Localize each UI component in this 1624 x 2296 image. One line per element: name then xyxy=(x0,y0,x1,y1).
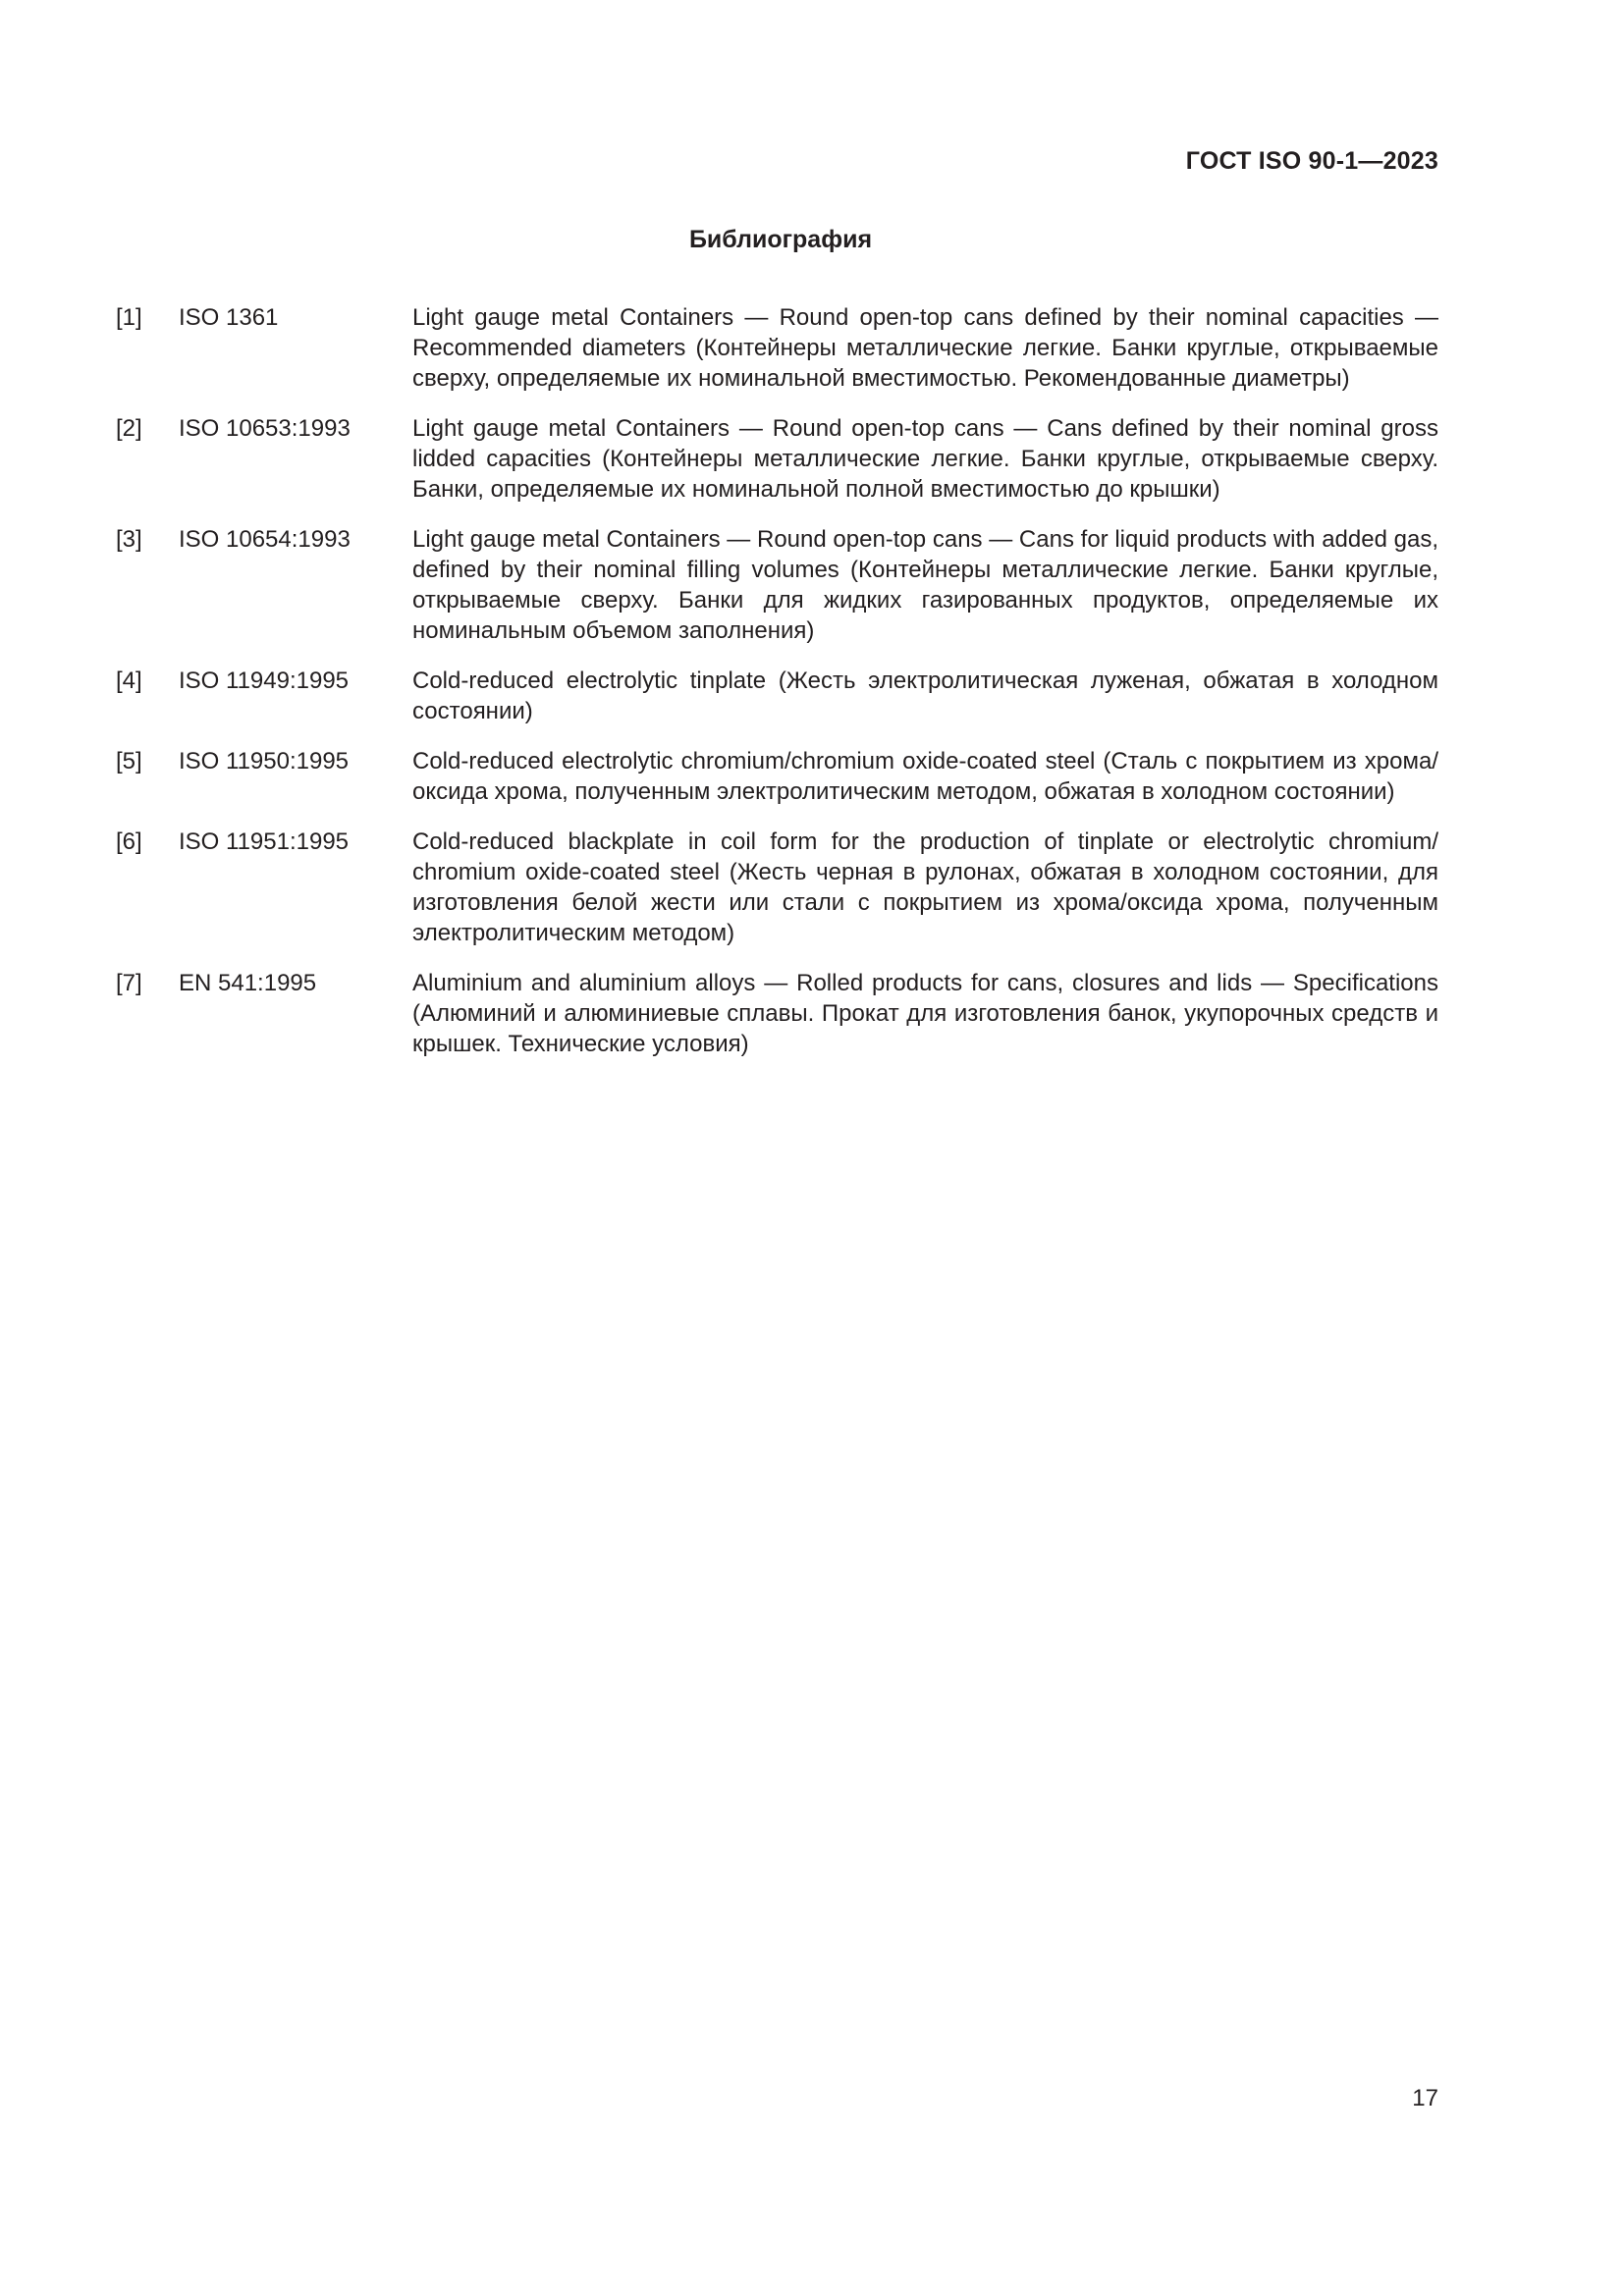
page-number: 17 xyxy=(1412,2085,1438,2111)
entry-title: Cold-reduced electrolytic tinplate (Жесть электролитическая луженая, обжатая в холодном состоянии) xyxy=(412,667,1438,724)
entry-standard-code: ISO 10653:1993 xyxy=(179,415,351,442)
bibliography-entry xyxy=(116,413,1438,505)
entry-standard-code: ISO 11949:1995 xyxy=(179,667,350,694)
entry-standard-code: ISO 10654:1993 xyxy=(179,526,351,553)
entry-title: Cold-reduced blackplate in coil form for the production of tinplate or electrolytic chromium/ chromium oxide-coated steel (Жесть черная в рулонах, обжатая в холодном состоянии, для изготовления белой жести или стали с покрытием из хрома/оксида хрома, полученным электролитическим методом) xyxy=(412,828,1438,946)
entry-number: [7] xyxy=(116,970,142,996)
bibliography-entry xyxy=(116,968,1438,1059)
bibliography-entry xyxy=(116,524,1438,646)
page-title: Библиография xyxy=(688,226,873,253)
bibliography-list xyxy=(116,302,1438,1079)
entry-standard-code: ISO 11950:1995 xyxy=(179,748,350,774)
entry-standard-code: ISO 1361 xyxy=(179,304,279,331)
entry-number: [1] xyxy=(116,304,142,331)
entry-title: Light gauge metal Containers — Round open-top cans — Cans defined by their nominal gross lidded capacities (Контейнеры металлические легкие. Банки круглые, открываемые сверху. Банки, определяемые их номинальной полной вместимостью до крышки) xyxy=(412,415,1438,503)
entry-title: Light gauge metal Containers — Round open-top cans — Cans for liquid products with added gas, defined by their nominal filling volumes (Контейнеры металлические легкие. Банки круглые, открываемые сверху. Банки для жидких газированных продуктов, определяемые их номинальным объемом заполнения) xyxy=(412,526,1438,644)
entry-number: [2] xyxy=(116,415,142,442)
bibliography-entry xyxy=(116,827,1438,948)
entry-standard-code: EN 541:1995 xyxy=(179,970,317,996)
entry-standard-code: ISO 11951:1995 xyxy=(179,828,350,855)
document-code: ГОСТ ISO 90-1—2023 xyxy=(1185,147,1438,175)
entry-title: Light gauge metal Containers — Round open-top cans defined by their nominal capacities — Recommended diameters (Контейнеры металлические легкие. Банки круглые, открываемые сверху, определяемые их номинальной вместимостью. Рекомендованные диаметры) xyxy=(412,304,1438,392)
entry-number: [6] xyxy=(116,828,142,855)
entry-number: [5] xyxy=(116,748,142,774)
bibliography-entry xyxy=(116,302,1438,394)
bibliography-entry xyxy=(116,746,1438,807)
entry-title: Cold-reduced electrolytic chromium/chromium oxide-coated steel (Сталь с покрытием из хрома/оксида хрома, полученным электролитическим методом, обжатая в холодном состоянии) xyxy=(412,748,1438,805)
entry-number: [4] xyxy=(116,667,142,694)
bibliography-entry xyxy=(116,666,1438,726)
entry-title: Aluminium and aluminium alloys — Rolled products for cans, closures and lids — Specifications (Алюминий и алюминиевые сплавы. Прокат для изготовления банок, укупорочных средств и крышек. Технические условия) xyxy=(412,970,1438,1057)
entry-number: [3] xyxy=(116,526,142,553)
